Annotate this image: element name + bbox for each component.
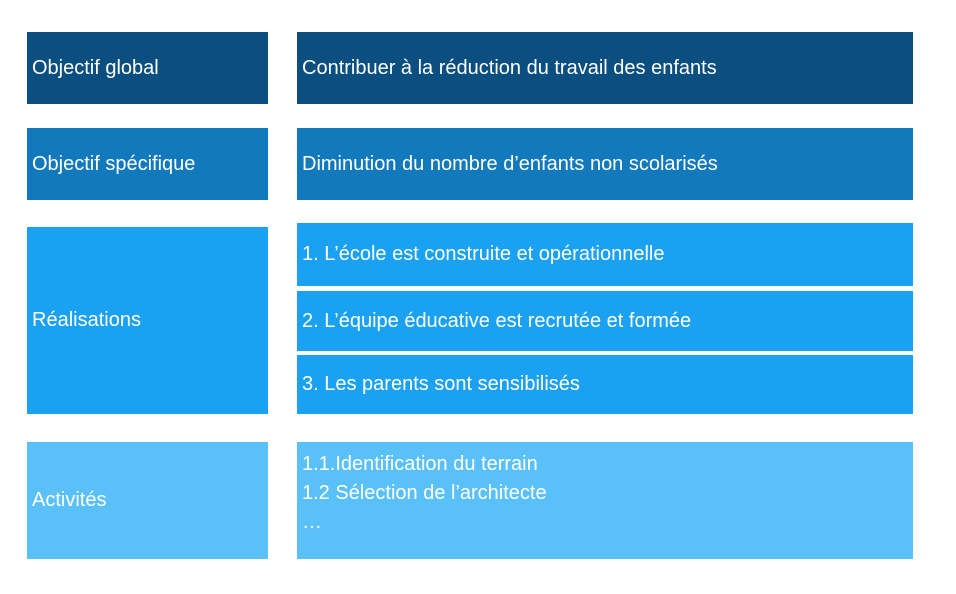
activite-item-2: 1.2 Sélection de l’architecte	[302, 482, 547, 504]
realisation-item-1	[297, 223, 913, 286]
activites-label	[27, 442, 268, 559]
realisation-item-1-text: 1. L’école est construite et opérationnelle	[302, 243, 665, 265]
realisation-item-3-text: 3. Les parents sont sensibilisés	[302, 373, 580, 395]
objectif-global-value	[297, 32, 913, 104]
realisations-label-text: Réalisations	[32, 309, 141, 331]
realisations-label	[27, 227, 268, 414]
objectif-global-label	[27, 32, 268, 104]
activite-item-1: 1.1.Identification du terrain	[302, 453, 538, 475]
realisation-item-2-text: 2. L’équipe éducative est recrutée et formée	[302, 309, 692, 332]
objectif-global-value-text: Contribuer à la réduction du travail des enfants	[302, 56, 717, 79]
activites-label-text: Activités	[32, 489, 107, 511]
objectif-specifique-label	[27, 128, 268, 200]
realisation-item-2	[297, 291, 913, 351]
activites-value	[297, 442, 913, 559]
objectif-specifique-value	[297, 128, 913, 200]
activite-item-3: …	[302, 511, 322, 533]
objectif-specifique-value-text: Diminution du nombre d’enfants non scolarisés	[302, 152, 718, 175]
objectif-specifique-label-text: Objectif spécifique	[32, 152, 196, 175]
realisation-item-3	[297, 355, 913, 414]
objectif-global-label-text: Objectif global	[32, 56, 159, 79]
